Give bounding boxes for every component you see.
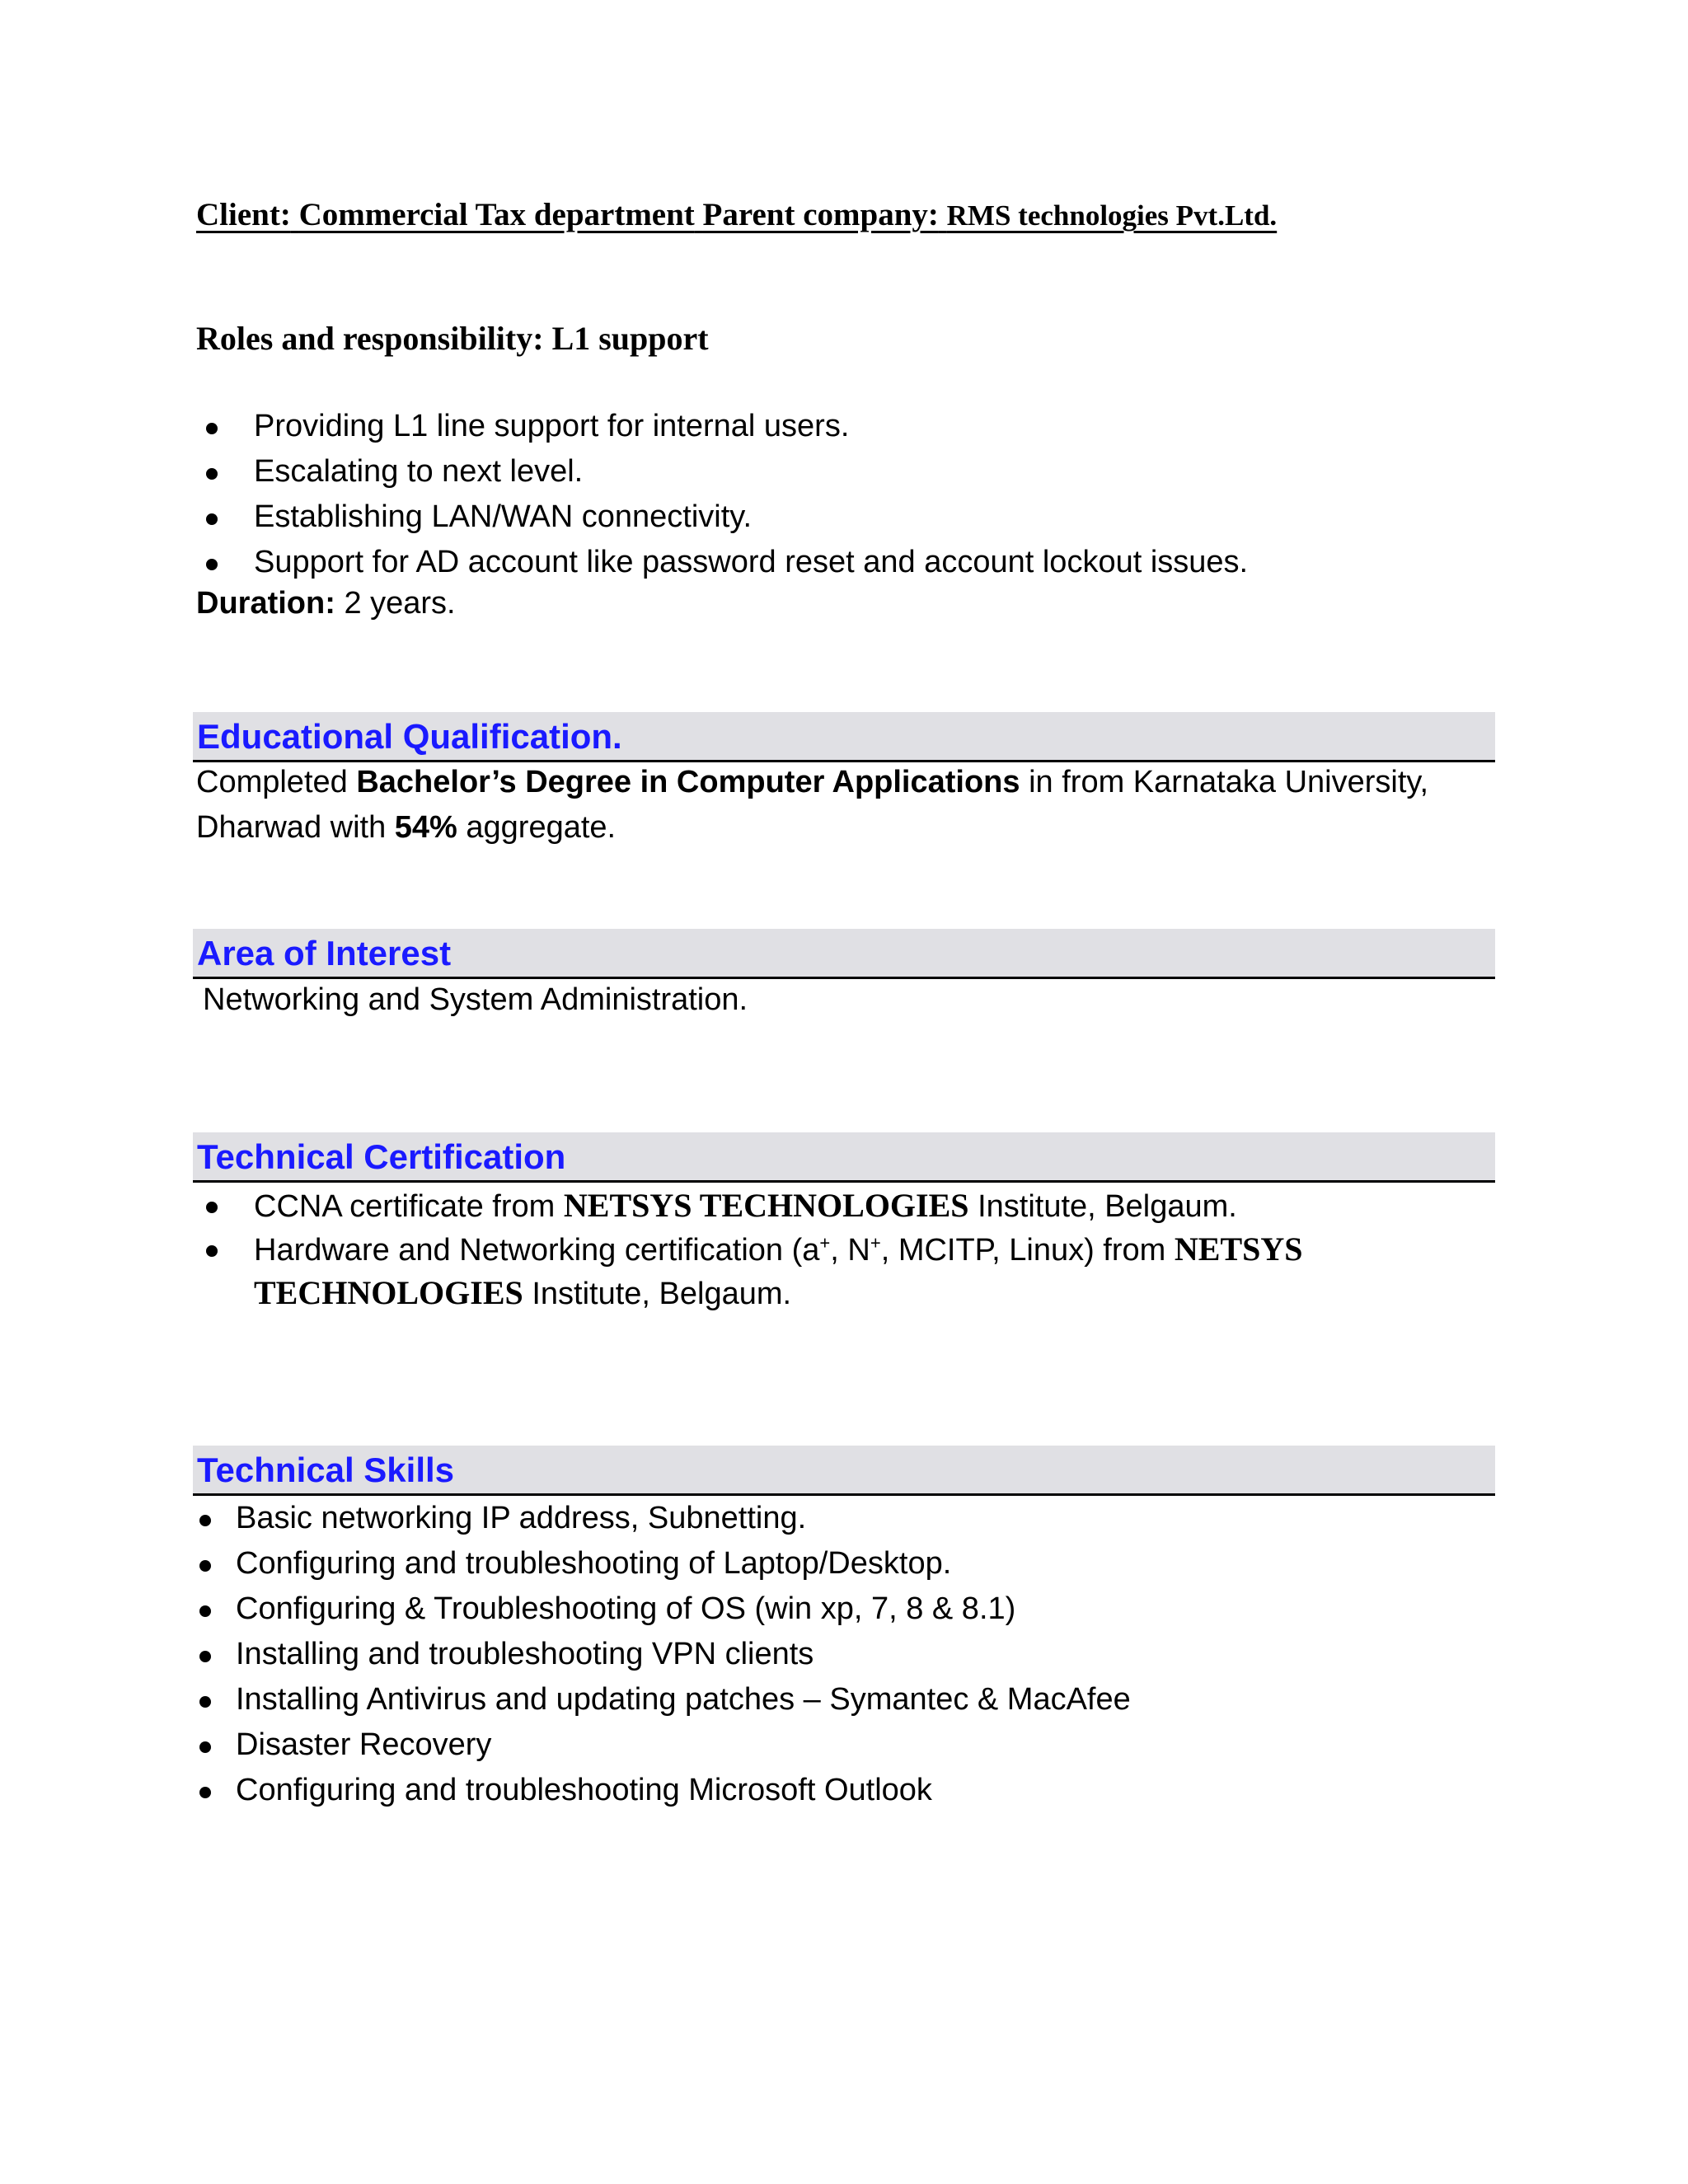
bullet-icon	[199, 1605, 211, 1617]
certification-header	[193, 1132, 1495, 1183]
parent-company-name: RMS technologies Pvt.Ltd.	[946, 199, 1278, 232]
aggregate-percent: 54%	[394, 810, 457, 845]
bullet-icon	[206, 1245, 218, 1257]
roles-heading: Roles and responsibility: L1 support	[196, 320, 709, 357]
skills-header	[193, 1446, 1495, 1496]
bullet-icon	[199, 1741, 211, 1753]
education-header	[193, 712, 1495, 762]
list-item: Providing L1 line support for internal users.	[196, 404, 1248, 449]
client-name: Commercial Tax department	[298, 197, 695, 232]
duration-value: 2 years.	[344, 586, 456, 621]
list-item: Installing and troubleshooting VPN clients	[196, 1632, 1131, 1677]
client-label: Client:	[196, 197, 291, 232]
education-text	[196, 760, 1498, 851]
list-item: CCNA certificate from NETSYS TECHNOLOGIES Institute, Belgaum.	[196, 1183, 1303, 1226]
parent-company-label: Parent company:	[702, 197, 939, 232]
bullet-icon	[199, 1787, 211, 1798]
institute-name: NETSYS	[1174, 1230, 1303, 1268]
roles-list	[196, 404, 1248, 585]
list-item: Configuring and troubleshooting Microsoft Outlook	[196, 1768, 1131, 1813]
bullet-icon	[206, 423, 218, 434]
degree: Bachelor’s Degree in Computer Applications	[356, 765, 1020, 799]
education-line-1: Completed Bachelor’s Degree in Computer Applications in from Karnataka University,	[196, 765, 1429, 799]
list-item: Disaster Recovery	[196, 1722, 1131, 1768]
duration	[196, 581, 456, 626]
list-item: Support for AD account like password reset and account lockout issues.	[196, 540, 1248, 585]
duration-label: Duration:	[196, 586, 335, 621]
list-item: Configuring & Troubleshooting of OS (win xp, 7, 8 & 8.1)	[196, 1586, 1131, 1632]
bullet-icon	[206, 468, 218, 480]
list-item: Basic networking IP address, Subnetting.	[196, 1496, 1131, 1541]
institute-name: NETSYS TECHNOLOGIES	[563, 1187, 969, 1224]
bullet-icon	[206, 1202, 218, 1213]
skills-title: Technical Skills	[197, 1451, 455, 1489]
interest-title: Area of Interest	[197, 934, 452, 972]
list-item: Hardware and Networking certification (a+, N+, MCITP, Linux) from NETSYS TECHNOLOGIES Institute, Belgaum.	[196, 1226, 1303, 1314]
bullet-icon	[199, 1560, 211, 1572]
bullet-icon	[199, 1696, 211, 1708]
interest-header	[193, 929, 1495, 979]
institute-name: TECHNOLOGIES	[254, 1274, 523, 1311]
skills-list	[196, 1496, 1131, 1813]
list-item: Establishing LAN/WAN connectivity.	[196, 494, 1248, 540]
education-line-2: Dharwad with 54% aggregate.	[196, 810, 617, 845]
bullet-icon	[206, 513, 218, 525]
bullet-icon	[199, 1651, 211, 1662]
education-title: Educational Qualification.	[197, 717, 622, 756]
certification-list	[196, 1183, 1303, 1314]
list-item: Configuring and troubleshooting of Laptop/Desktop.	[196, 1541, 1131, 1586]
list-item: Installing Antivirus and updating patches – Symantec & MacAfee	[196, 1677, 1131, 1722]
client-line	[196, 194, 1277, 237]
bullet-icon	[199, 1515, 211, 1526]
interest-text: Networking and System Administration.	[203, 982, 748, 1017]
certification-title: Technical Certification	[197, 1137, 566, 1176]
bullet-icon	[206, 559, 218, 570]
list-item: Escalating to next level.	[196, 449, 1248, 494]
